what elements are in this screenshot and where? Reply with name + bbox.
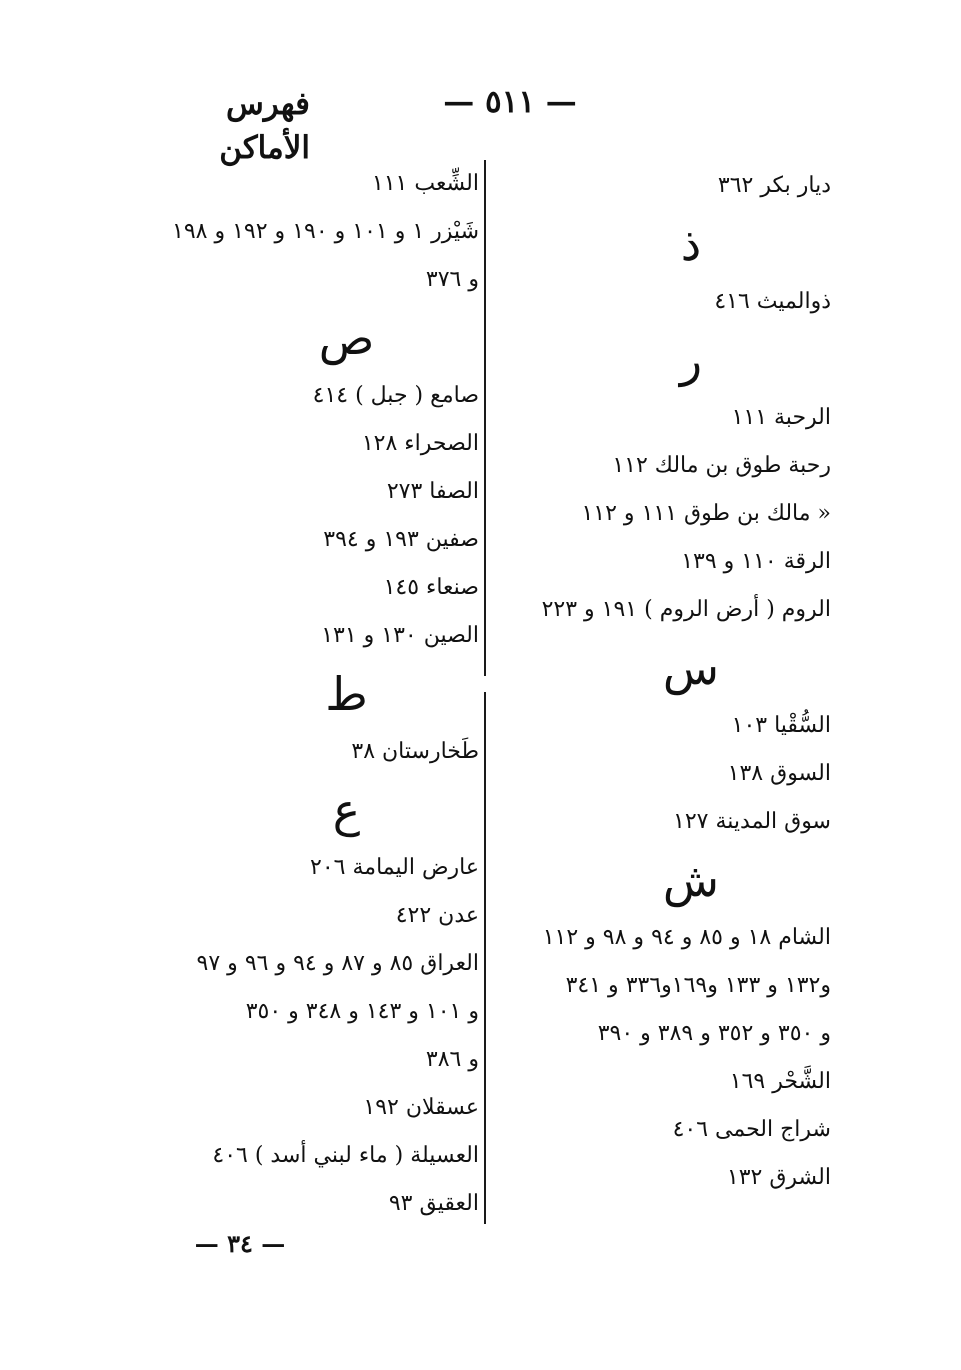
index-entry: الصين ١٣٠ و ١٣١	[321, 623, 479, 648]
index-entry: صامع ( جبل ) ٤١٤	[312, 383, 479, 408]
index-entry: الشِّعب ١١١	[371, 171, 479, 196]
section-letter: ط	[325, 667, 368, 721]
right-column	[511, 162, 831, 1202]
index-entry: الشَّحْر ١٦٩	[729, 1069, 831, 1094]
index-entry: « مالك بن طوق ١١١ و ١١٢	[581, 501, 831, 526]
section-letter: ش	[662, 853, 720, 907]
index-entry: العراق ٨٥ و ٨٧ و ٩٤ و ٩٦ و ٩٧	[196, 951, 479, 976]
section-letter: س	[662, 641, 720, 695]
index-entry: و١٣٢ و ١٣٣ و١٦٩و٣٣٦ و ٣٤١	[565, 973, 831, 998]
index-entry: صفين ١٩٣ و ٣٩٤	[323, 527, 479, 552]
column-divider-gap	[484, 676, 487, 692]
index-entry: و ٣٨٦	[425, 1047, 479, 1072]
index-entry: الرحبة ١١١	[731, 405, 831, 430]
index-entry: سوق المدينة ١٢٧	[673, 809, 831, 834]
index-entry: السُّقْيا ١٠٣	[731, 713, 831, 738]
index-entry: رحبة طوق بن مالك ١١٢	[612, 453, 831, 478]
index-entry: الشام ١٨ و ٨٥ و ٩٤ و ٩٨ و ١١٢	[542, 925, 831, 950]
index-entry: و ١٠١ و ١٤٣ و ٣٤٨ و ٣٥٠	[245, 999, 479, 1024]
column-divider	[484, 160, 486, 1224]
index-entry: الشرق ١٣٢	[726, 1165, 831, 1190]
index-entry: الصفا ٢٧٣	[386, 479, 479, 504]
index-entry: و ٣٥٠ و ٣٥٢ و ٣٨٩ و ٣٩٠	[597, 1021, 831, 1046]
section-letter: ع	[332, 783, 361, 837]
section-letter: ص	[318, 311, 375, 365]
index-entry: شراج الحمى ٤٠٦	[672, 1117, 831, 1142]
index-entry: و ٣٧٦	[425, 267, 479, 292]
index-entry: العسيلة ( ماء لبني أسد ) ٤٠٦	[212, 1143, 479, 1168]
index-entry: صنعاء ١٤٥	[383, 575, 479, 600]
index-entry: عسقلان ١٩٢	[363, 1095, 479, 1120]
index-entry: ديار بكر ٣٦٢	[717, 173, 831, 198]
index-entry: ذوالميث ٤١٦	[714, 289, 831, 314]
index-entry: عدن ٤٢٢	[395, 903, 479, 928]
section-letter: ذ	[680, 217, 702, 271]
page-title: فهرس الأماكن	[219, 86, 310, 166]
page-number: — ٥١١ —	[443, 84, 577, 120]
footer-page-number: — ٣٤ —	[194, 1229, 286, 1258]
left-column	[134, 160, 479, 1228]
index-entry: الصحراء ١٢٨	[361, 431, 479, 456]
index-entry: السوق ١٣٨	[727, 761, 831, 786]
index-entry: شَيْزر ١ و ١٠١ و ١٩٠ و ١٩٢ و ١٩٨	[172, 219, 479, 244]
index-entry: طَخارستان ٣٨	[351, 739, 479, 764]
index-entry: العقيق ٩٣	[388, 1191, 479, 1216]
index-entry: عارض اليمامة ٢٠٦	[310, 855, 479, 880]
index-entry: الروم ( أرض الروم ) ١٩١ و ٢٢٣	[541, 597, 831, 622]
section-letter: ر	[679, 333, 703, 387]
index-entry: الرقة ١١٠ و ١٣٩	[681, 549, 831, 574]
